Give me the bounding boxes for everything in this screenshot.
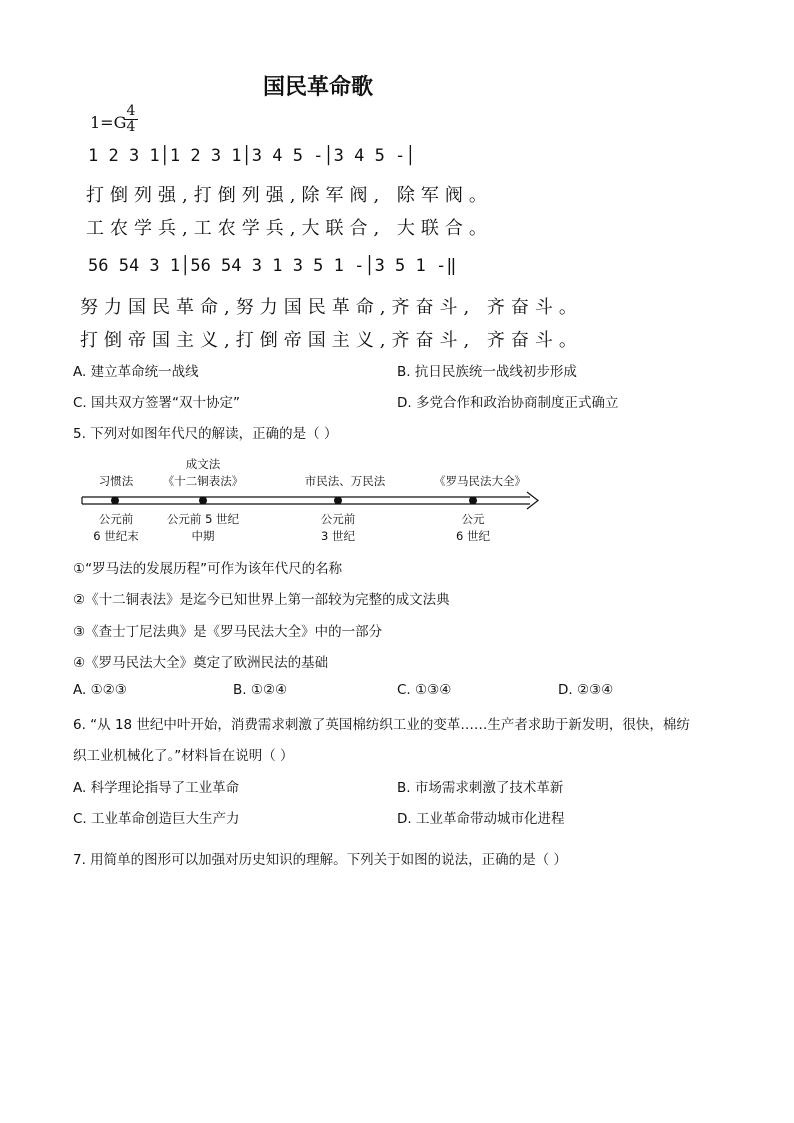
time-signature-top: 4 xyxy=(126,103,136,119)
q5-stem: 5. 下列对如图年代尺的解读，正确的是（ ） xyxy=(73,426,338,442)
timeline-date-4-line1: 公元 xyxy=(461,512,485,526)
q5-option-d[interactable]: D. ②③④ xyxy=(558,682,614,698)
timeline-label-twelve-tables: 《十二铜表法》 xyxy=(162,474,244,488)
q4-option-d[interactable]: D. 多党合作和政治协商制度正式确立 xyxy=(397,395,619,411)
lyrics-row-1a: 打倒列强,打倒列强,除军阀, 除军阀。 xyxy=(86,185,493,206)
q6-option-a[interactable]: A. 科学理论指导了工业革命 xyxy=(73,780,240,796)
q5-option-b[interactable]: B. ①②④ xyxy=(233,682,288,698)
timeline-date-2 xyxy=(153,511,253,545)
timeline-date-1 xyxy=(80,511,152,545)
q5-option-a[interactable]: A. ①②③ xyxy=(73,682,127,698)
timeline-date-2-line2: 中期 xyxy=(191,529,215,543)
timeline-label-customary-law: 习惯法 xyxy=(98,474,134,488)
key-signature: 1=G xyxy=(90,113,127,132)
lyrics-row-1b: 工农学兵,工农学兵,大联合, 大联合。 xyxy=(86,218,493,239)
q5-statement-3: ③《查士丁尼法典》是《罗马民法大全》中的一部分 xyxy=(73,624,383,640)
q5-option-c[interactable]: C. ①③④ xyxy=(397,682,452,698)
timeline-date-3 xyxy=(303,511,373,545)
q6-option-c[interactable]: C. 工业革命创造巨大生产力 xyxy=(73,811,240,827)
lyrics-row-2a: 努力国民革命,努力国民革命,齐奋斗, 齐奋斗。 xyxy=(80,297,583,318)
timeline-label-corpus-juris: 《罗马民法大全》 xyxy=(434,474,526,488)
q6-stem-line-1: 6. “从 18 世纪中叶开始，消费需求刺激了英国棉纺织工业的变革……生产者求助于新发明，很快，棉纺 xyxy=(73,717,690,733)
timeline-date-1-line2: 6 世纪末 xyxy=(93,529,139,543)
timeline-dot-3 xyxy=(334,497,342,505)
timeline-date-4 xyxy=(438,511,508,545)
timeline-label-written-law: 成文法 xyxy=(185,457,221,471)
lyrics-row-2b: 打倒帝国主义,打倒帝国主义,齐奋斗, 齐奋斗。 xyxy=(80,330,583,351)
timeline-dot-2 xyxy=(199,497,207,505)
time-signature-bottom: 4 xyxy=(124,119,138,135)
timeline-label-civil-law: 市民法、万民法 xyxy=(304,474,386,488)
timeline-date-4-line2: 6 世纪 xyxy=(456,529,490,543)
timeline-dot-1 xyxy=(111,497,119,505)
notes-row-1: 1 2 3 1│1 2 3 1│3 4 5 -│3 4 5 -│ xyxy=(88,146,416,166)
q4-option-a[interactable]: A. 建立革命统一战线 xyxy=(73,364,199,380)
time-signature xyxy=(124,104,138,135)
q6-option-d[interactable]: D. 工业革命带动城市化进程 xyxy=(397,811,565,827)
q6-option-b[interactable]: B. 市场需求刺激了技术革新 xyxy=(397,780,564,796)
notes-row-2: 56 54 3 1│56 54 3 1 3 5 1 -│3 5 1 -‖ xyxy=(88,256,457,276)
timeline-dot-4 xyxy=(469,497,477,505)
q5-statement-1: ①“罗马法的发展历程”可作为该年代尺的名称 xyxy=(73,561,343,577)
timeline-date-1-line1: 公元前 xyxy=(98,512,134,526)
q5-statement-2: ②《十二铜表法》是迄今已知世界上第一部较为完整的成文法典 xyxy=(73,592,450,608)
song-title: 国民革命歌 xyxy=(263,74,374,100)
timeline-date-2-line1: 公元前 5 世纪 xyxy=(166,512,240,526)
timeline-date-3-line2: 3 世纪 xyxy=(321,529,355,543)
timeline-date-3-line1: 公元前 xyxy=(320,512,356,526)
q4-option-c[interactable]: C. 国共双方签署“双十协定” xyxy=(73,395,240,411)
q5-statement-4: ④《罗马民法大全》奠定了欧洲民法的基础 xyxy=(73,655,329,671)
q7-stem: 7. 用简单的图形可以加强对历史知识的理解。下列关于如图的说法，正确的是（ ） xyxy=(73,852,567,868)
q4-option-b[interactable]: B. 抗日民族统一战线初步形成 xyxy=(397,364,577,380)
q6-stem-line-2: 织工业机械化了。”材料旨在说明（ ） xyxy=(73,748,294,764)
